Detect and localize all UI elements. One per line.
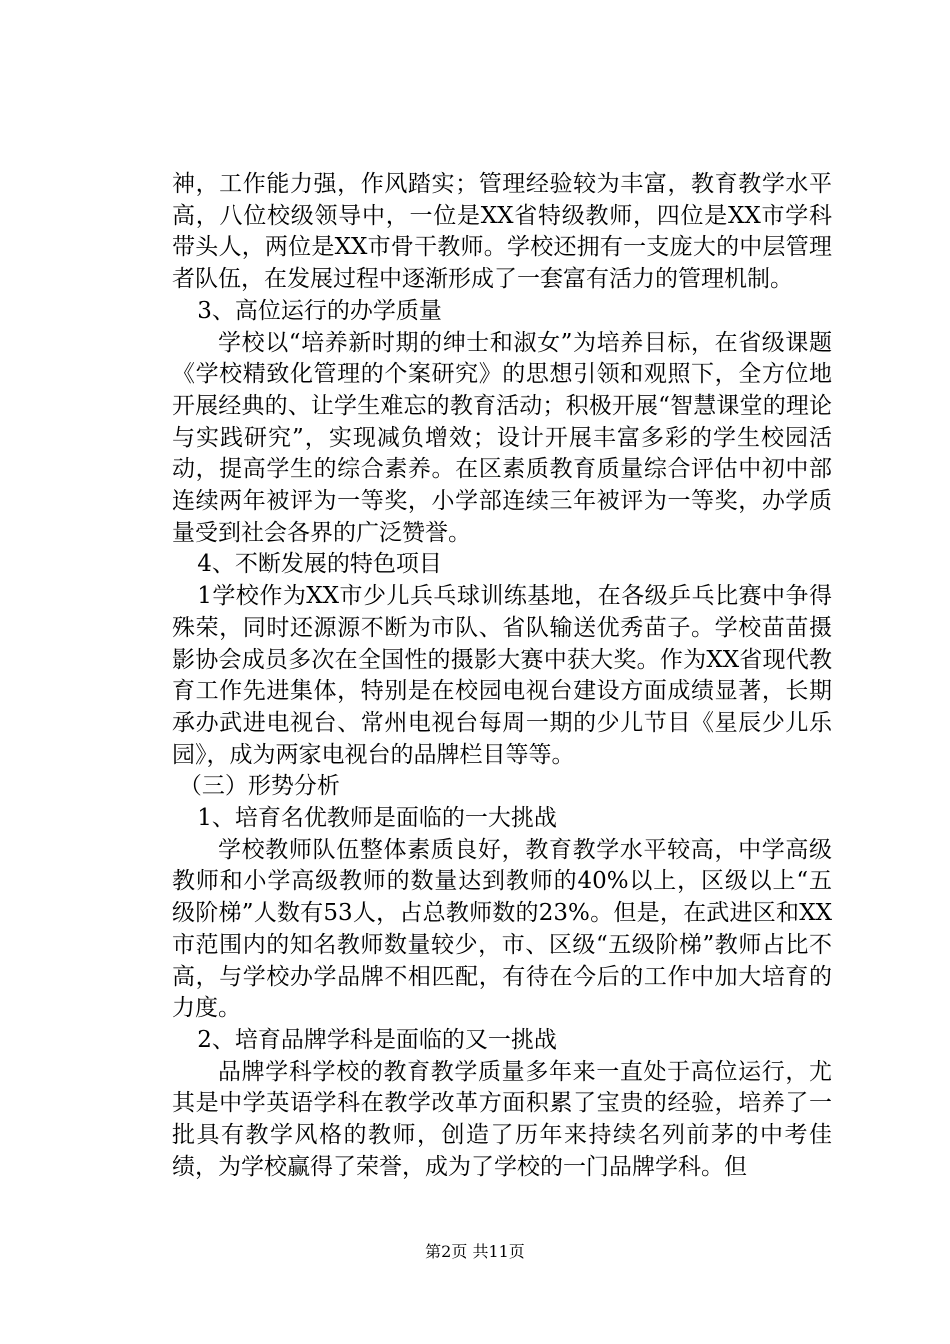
page-number-label: 第2页 共11页	[425, 1242, 525, 1261]
paragraph-continuation: 神，工作能力强，作风踏实；管理经验较为丰富，教育教学水平高，八位校级领导中，一位是XX省特级教师，四位是XX市学科带头人，两位是XX市骨干教师。学校还拥有一支庞大的中层管理者队伍，在发展过程中逐渐形成了一套富有活力的管理机制。	[172, 171, 832, 293]
page-footer	[0, 1242, 950, 1262]
section-heading-3: 3、高位运行的办学质量	[197, 297, 442, 324]
paragraph-quality: 学校以“培养新时期的绅士和淑女”为培养目标，在省级课题《学校精致化管理的个案研究》的思想引领和观照下，全方位地开展经典的、让学生难忘的教育活动；积极开展“智慧课堂的理论与实践研究”，实现减负增效；设计开展丰富多彩的学生校园活动，提高学生的综合素养。在区素质教育质量综合评估中初中部连续两年被评为一等奖，小学部连续三年被评为一等奖，办学质量受到社会各界的广泛赞誉。	[172, 329, 832, 546]
paragraph-features: 1学校作为XX市少儿兵乓球训练基地，在各级乒乓比赛中争得殊荣，同时还源源不断为市队、省队输送优秀苗子。学校苗苗摄影协会成员多次在全国性的摄影大赛中获大奖。作为XX省现代教育工作先进集体，特别是在校园电视台建设方面成绩显著，长期承办武进电视台、常州电视台每周一期的少儿节目《星辰少儿乐园》，成为两家电视台的品牌栏目等等。	[172, 583, 832, 768]
paragraph-subjects: 品牌学科学校的教育教学质量多年来一直处于高位运行，尤其是中学英语学科在教学改革方面积累了宝贵的经验，培养了一批具有教学风格的教师，创造了历年来持续名列前茅的中考佳绩，为学校赢得了荣誉，成为了学校的一门品牌学科。但	[172, 1058, 832, 1180]
section-heading-situation: （三）形势分析	[178, 773, 340, 800]
document-body	[172, 169, 832, 1184]
section-heading-subjects: 2、培育品牌学科是面临的又一挑战	[197, 1026, 557, 1053]
section-heading-4: 4、不断发展的特色项目	[197, 551, 442, 578]
paragraph-teachers: 学校教师队伍整体素质良好，教育教学水平较高，中学高级教师和小学高级教师的数量达到教师的40%以上，区级以上“五级阶梯”人数有53人，占总教师数的23%。但是，在武进区和XX市范围内的知名教师数量较少，市、区级“五级阶梯”教师占比不高，与学校办学品牌不相匹配，有待在今后的工作中加大培育的力度。	[172, 836, 832, 1022]
section-heading-teachers: 1、培育名优教师是面临的一大挑战	[197, 805, 557, 832]
